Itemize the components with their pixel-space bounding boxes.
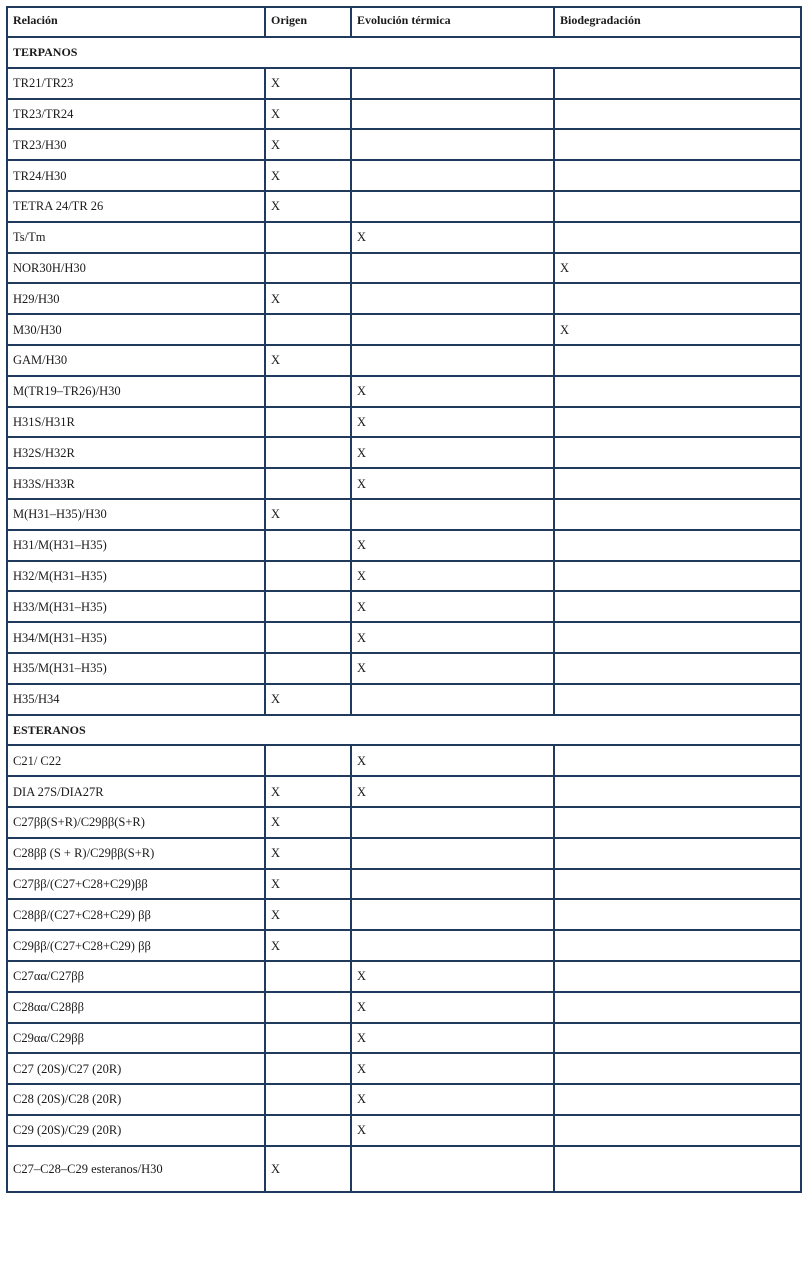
cell-evolucion: X [351, 1084, 554, 1115]
table-row [7, 653, 801, 684]
cell-evolucion [351, 838, 554, 869]
table-row [7, 345, 801, 376]
section-row [7, 37, 801, 68]
cell-evolucion [351, 314, 554, 345]
cell-evolucion: X [351, 622, 554, 653]
cell-biodegradacion [554, 899, 801, 930]
cell-origen [265, 961, 351, 992]
header-biodegradacion: Biodegradación [554, 7, 801, 37]
section-title: TERPANOS [7, 37, 801, 68]
cell-evolucion [351, 684, 554, 715]
ratio-label: C29ββ/(C27+C28+C29) ββ [7, 930, 265, 961]
cell-biodegradacion [554, 869, 801, 900]
header-origen: Origen [265, 7, 351, 37]
ratio-label: H31S/H31R [7, 407, 265, 438]
cell-biodegradacion [554, 561, 801, 592]
cell-origen [265, 530, 351, 561]
cell-origen: X [265, 1146, 351, 1192]
cell-evolucion [351, 253, 554, 284]
table-row [7, 376, 801, 407]
cell-biodegradacion [554, 222, 801, 253]
ratio-label: H35/M(H31–H35) [7, 653, 265, 684]
cell-biodegradacion [554, 191, 801, 222]
table-row [7, 129, 801, 160]
ratio-label: H33/M(H31–H35) [7, 591, 265, 622]
cell-origen [265, 376, 351, 407]
table-row [7, 745, 801, 776]
cell-evolucion [351, 345, 554, 376]
cell-origen [265, 992, 351, 1023]
cell-evolucion [351, 499, 554, 530]
cell-origen [265, 437, 351, 468]
table-row [7, 776, 801, 807]
cell-evolucion: X [351, 1023, 554, 1054]
cell-evolucion [351, 99, 554, 130]
cell-evolucion: X [351, 530, 554, 561]
cell-biodegradacion [554, 499, 801, 530]
ratio-label: TR21/TR23 [7, 68, 265, 99]
ratio-label: M30/H30 [7, 314, 265, 345]
cell-origen [265, 1023, 351, 1054]
cell-biodegradacion [554, 437, 801, 468]
cell-evolucion [351, 129, 554, 160]
cell-evolucion [351, 283, 554, 314]
cell-biodegradacion [554, 745, 801, 776]
table-row [7, 1023, 801, 1054]
cell-biodegradacion [554, 468, 801, 499]
cell-evolucion: X [351, 1115, 554, 1146]
ratio-label: M(TR19–TR26)/H30 [7, 376, 265, 407]
cell-evolucion [351, 807, 554, 838]
cell-biodegradacion [554, 1084, 801, 1115]
ratio-label: C29αα/C29ββ [7, 1023, 265, 1054]
ratio-label: C27αα/C27ββ [7, 961, 265, 992]
cell-origen [265, 1084, 351, 1115]
ratio-label: NOR30H/H30 [7, 253, 265, 284]
cell-biodegradacion [554, 1023, 801, 1054]
table-row [7, 437, 801, 468]
cell-origen: X [265, 899, 351, 930]
cell-origen [265, 745, 351, 776]
table-row [7, 1084, 801, 1115]
cell-evolucion: X [351, 1053, 554, 1084]
cell-biodegradacion [554, 99, 801, 130]
ratio-label: H35/H34 [7, 684, 265, 715]
cell-origen: X [265, 499, 351, 530]
cell-biodegradacion [554, 68, 801, 99]
ratio-label: C27ββ/(C27+C28+C29)ββ [7, 869, 265, 900]
table-row [7, 468, 801, 499]
cell-biodegradacion [554, 591, 801, 622]
cell-biodegradacion [554, 622, 801, 653]
table-row [7, 869, 801, 900]
table-row [7, 684, 801, 715]
cell-origen: X [265, 283, 351, 314]
ratio-label: C21/ C22 [7, 745, 265, 776]
ratio-label: H34/M(H31–H35) [7, 622, 265, 653]
cell-evolucion: X [351, 222, 554, 253]
cell-biodegradacion [554, 776, 801, 807]
cell-biodegradacion [554, 992, 801, 1023]
cell-evolucion: X [351, 468, 554, 499]
table-body [7, 37, 801, 1192]
biomarker-ratio-table [6, 6, 802, 1193]
table-row [7, 253, 801, 284]
cell-evolucion [351, 191, 554, 222]
cell-origen [265, 561, 351, 592]
ratio-label: C27ββ(S+R)/C29ββ(S+R) [7, 807, 265, 838]
cell-biodegradacion [554, 345, 801, 376]
cell-evolucion: X [351, 561, 554, 592]
cell-origen: X [265, 838, 351, 869]
cell-origen: X [265, 99, 351, 130]
ratio-label: M(H31–H35)/H30 [7, 499, 265, 530]
cell-origen: X [265, 869, 351, 900]
cell-biodegradacion [554, 376, 801, 407]
section-row [7, 715, 801, 746]
table-row [7, 838, 801, 869]
ratio-label: C27 (20S)/C27 (20R) [7, 1053, 265, 1084]
cell-biodegradacion [554, 653, 801, 684]
cell-biodegradacion [554, 283, 801, 314]
cell-origen: X [265, 807, 351, 838]
table-row [7, 191, 801, 222]
cell-evolucion: X [351, 376, 554, 407]
cell-biodegradacion [554, 530, 801, 561]
ratio-label: H31/M(H31–H35) [7, 530, 265, 561]
ratio-label: GAM/H30 [7, 345, 265, 376]
ratio-label: C29 (20S)/C29 (20R) [7, 1115, 265, 1146]
cell-evolucion: X [351, 745, 554, 776]
cell-biodegradacion [554, 1053, 801, 1084]
cell-biodegradacion: X [554, 314, 801, 345]
cell-origen: X [265, 345, 351, 376]
cell-evolucion: X [351, 591, 554, 622]
table-row [7, 99, 801, 130]
table-row [7, 622, 801, 653]
ratio-label: H32S/H32R [7, 437, 265, 468]
cell-origen [265, 591, 351, 622]
cell-origen [265, 222, 351, 253]
table-row [7, 222, 801, 253]
table-row [7, 992, 801, 1023]
cell-origen [265, 253, 351, 284]
ratio-label: DIA 27S/DIA27R [7, 776, 265, 807]
ratio-label: C28ββ (S + R)/C29ββ(S+R) [7, 838, 265, 869]
header-evolucion-termica: Evolución térmica [351, 7, 554, 37]
cell-evolucion: X [351, 961, 554, 992]
table-row [7, 561, 801, 592]
table-row [7, 1053, 801, 1084]
ratio-label: TR23/TR24 [7, 99, 265, 130]
cell-biodegradacion [554, 838, 801, 869]
table-row [7, 499, 801, 530]
cell-biodegradacion [554, 684, 801, 715]
section-title: ESTERANOS [7, 715, 801, 746]
ratio-label: H32/M(H31–H35) [7, 561, 265, 592]
table-row [7, 530, 801, 561]
cell-origen [265, 1053, 351, 1084]
cell-biodegradacion: X [554, 253, 801, 284]
cell-evolucion: X [351, 407, 554, 438]
ratio-label: H33S/H33R [7, 468, 265, 499]
ratio-label: C28ββ/(C27+C28+C29) ββ [7, 899, 265, 930]
cell-origen: X [265, 191, 351, 222]
ratio-label: TR23/H30 [7, 129, 265, 160]
cell-origen [265, 407, 351, 438]
table-row [7, 1115, 801, 1146]
cell-biodegradacion [554, 160, 801, 191]
table-row [7, 407, 801, 438]
cell-biodegradacion [554, 407, 801, 438]
table-row [7, 930, 801, 961]
table-row [7, 314, 801, 345]
cell-origen: X [265, 776, 351, 807]
table-row [7, 807, 801, 838]
cell-origen: X [265, 68, 351, 99]
cell-origen [265, 622, 351, 653]
cell-biodegradacion [554, 961, 801, 992]
cell-origen: X [265, 930, 351, 961]
cell-origen: X [265, 684, 351, 715]
cell-evolucion: X [351, 776, 554, 807]
ratio-label: Ts/Tm [7, 222, 265, 253]
table-row [7, 1146, 801, 1192]
ratio-label: C27–C28–C29 esteranos/H30 [7, 1146, 265, 1192]
table-row [7, 899, 801, 930]
ratio-label: C28 (20S)/C28 (20R) [7, 1084, 265, 1115]
ratio-label: H29/H30 [7, 283, 265, 314]
table-row [7, 591, 801, 622]
ratio-label: C28αα/C28ββ [7, 992, 265, 1023]
cell-biodegradacion [554, 1115, 801, 1146]
cell-origen [265, 314, 351, 345]
table-row [7, 68, 801, 99]
cell-origen: X [265, 160, 351, 191]
header-relacion: Relación [7, 7, 265, 37]
header-row [7, 7, 801, 37]
cell-evolucion [351, 930, 554, 961]
ratio-label: TR24/H30 [7, 160, 265, 191]
cell-evolucion [351, 869, 554, 900]
cell-origen: X [265, 129, 351, 160]
cell-evolucion: X [351, 653, 554, 684]
table-row [7, 160, 801, 191]
cell-biodegradacion [554, 930, 801, 961]
cell-biodegradacion [554, 1146, 801, 1192]
cell-biodegradacion [554, 129, 801, 160]
cell-origen [265, 653, 351, 684]
cell-origen [265, 468, 351, 499]
cell-evolucion: X [351, 992, 554, 1023]
cell-evolucion [351, 68, 554, 99]
cell-biodegradacion [554, 807, 801, 838]
cell-origen [265, 1115, 351, 1146]
cell-evolucion: X [351, 437, 554, 468]
table-row [7, 283, 801, 314]
cell-evolucion [351, 1146, 554, 1192]
table-row [7, 961, 801, 992]
ratio-label: TETRA 24/TR 26 [7, 191, 265, 222]
cell-evolucion [351, 899, 554, 930]
cell-evolucion [351, 160, 554, 191]
